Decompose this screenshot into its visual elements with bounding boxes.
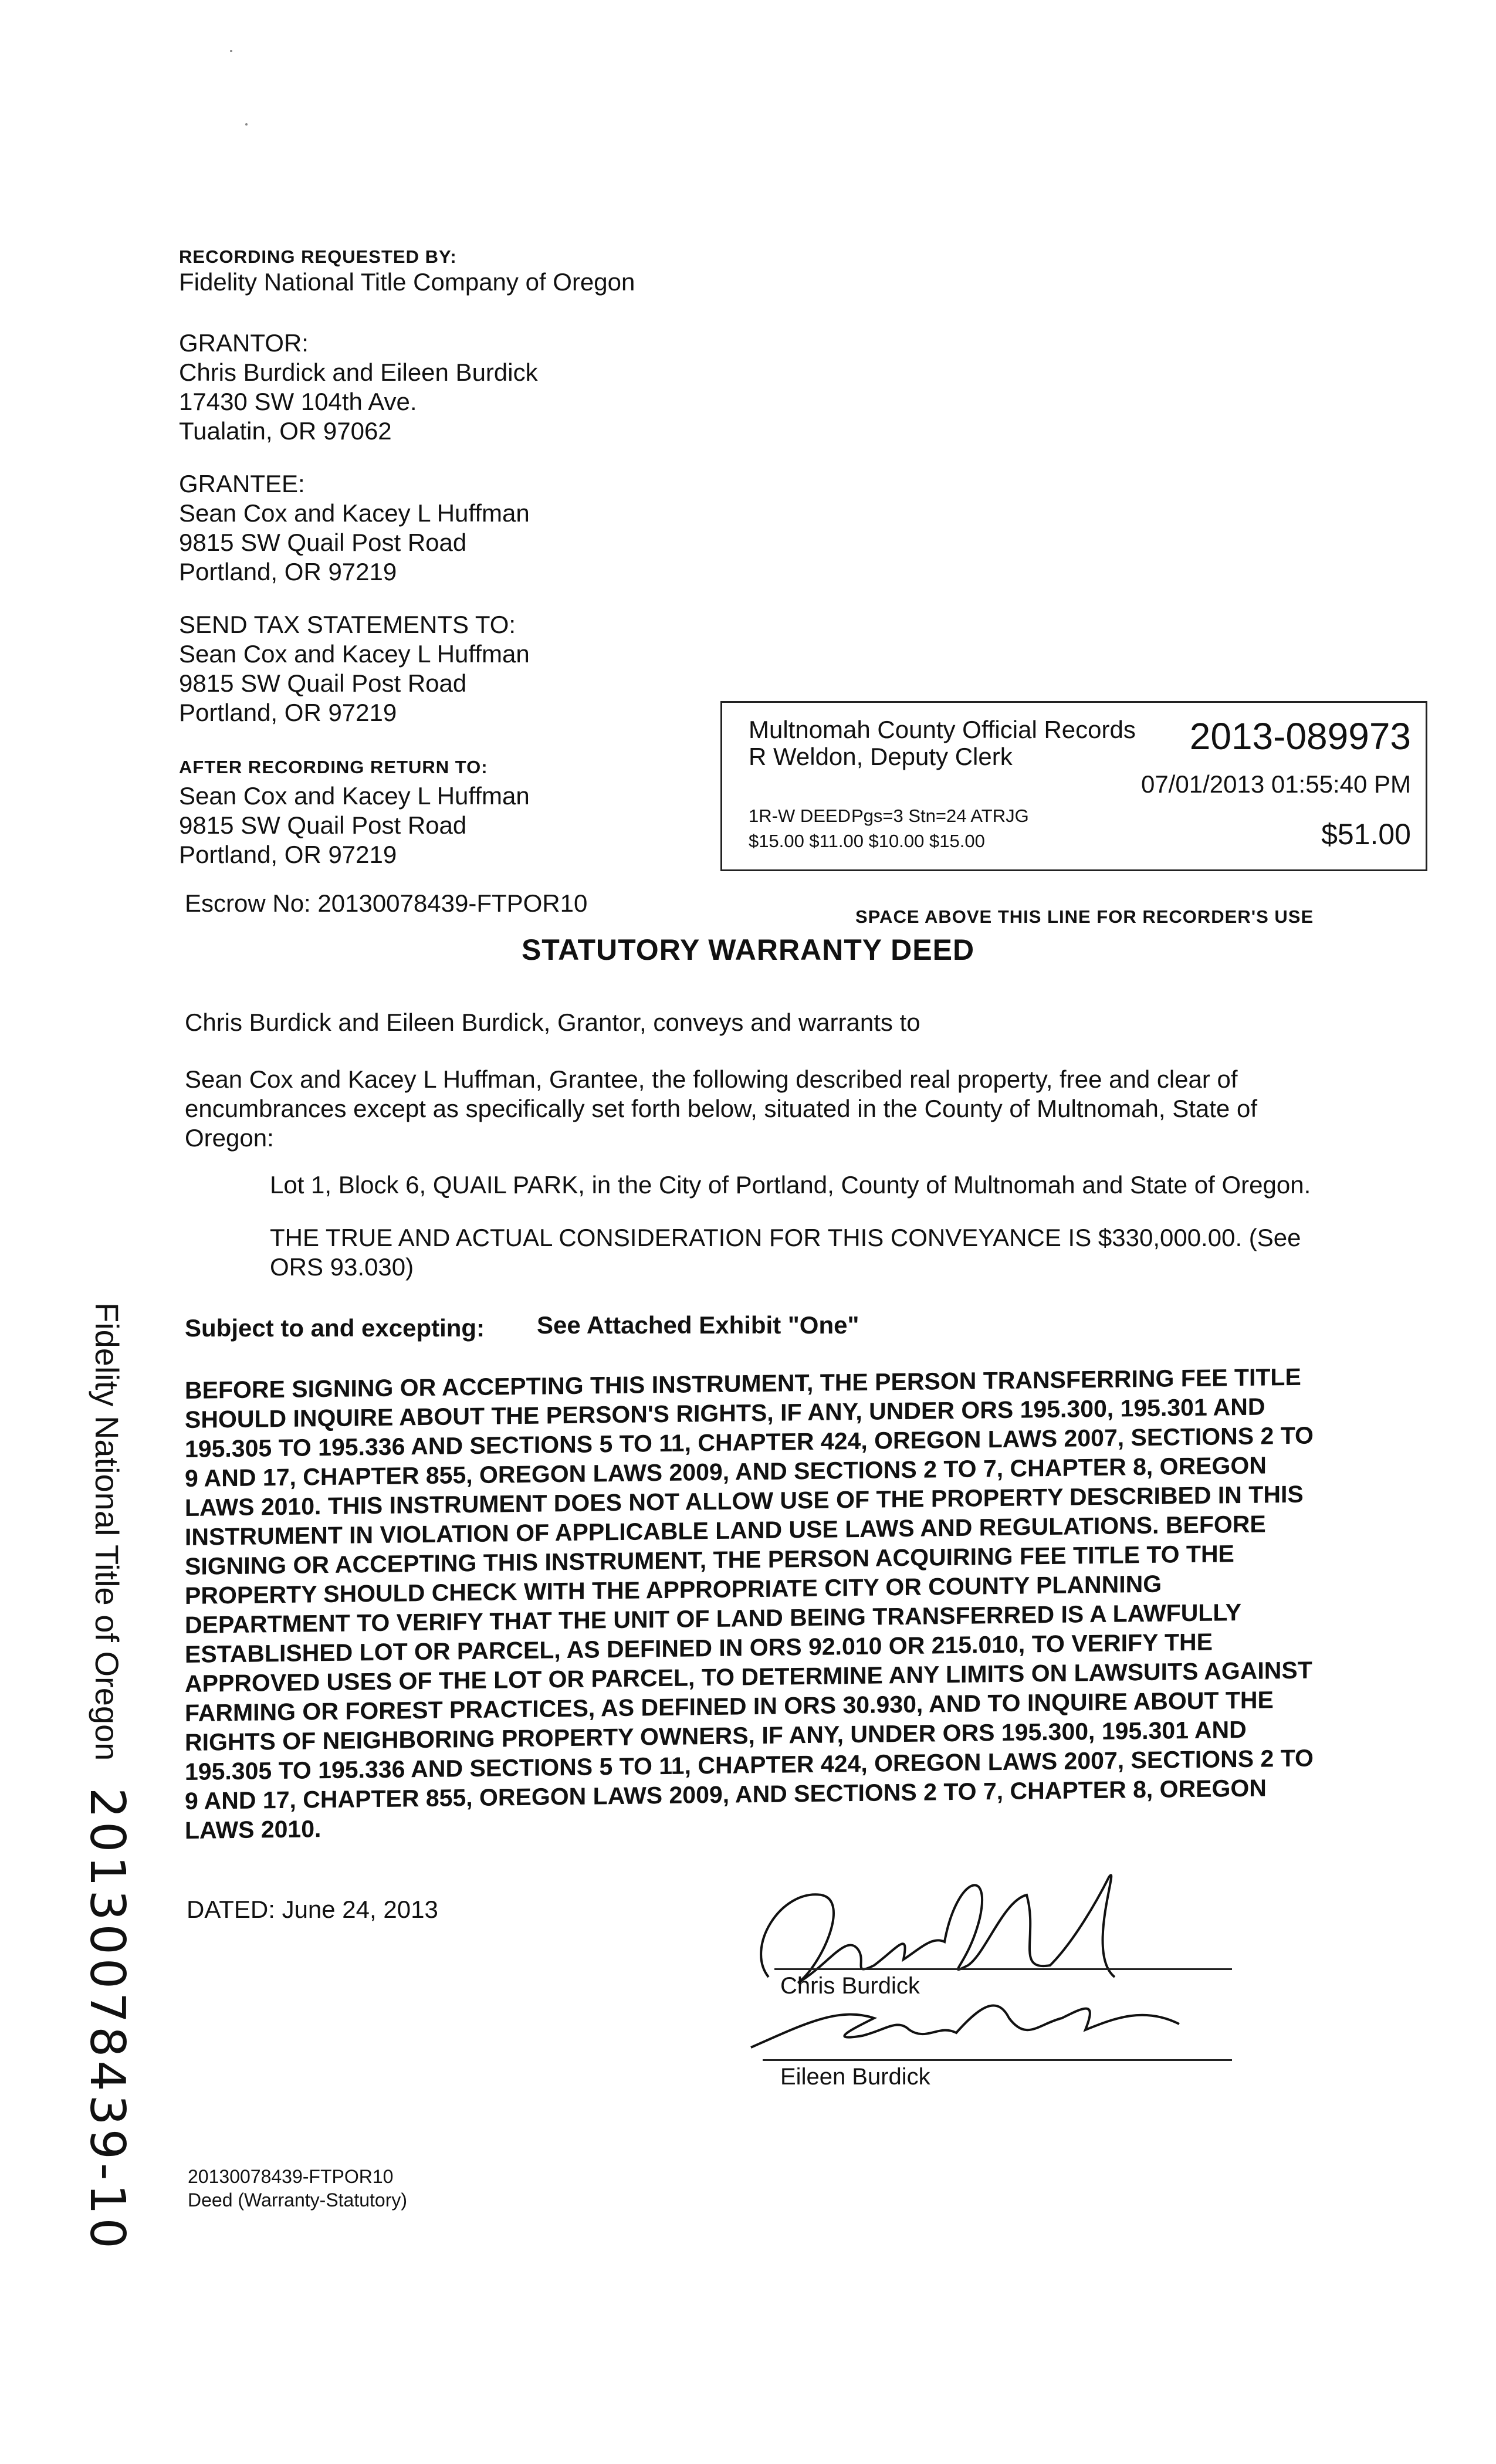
dated-line: DATED: June 24, 2013: [187, 1896, 438, 1923]
signature-line-1: [774, 1968, 1232, 1970]
after-recording-address1: 9815 SW Quail Post Road: [179, 811, 467, 839]
consideration-statement: THE TRUE AND ACTUAL CONSIDERATION FOR THIS CONVEYANCE IS $330,000.00. (See ORS 93.030): [270, 1224, 1301, 1281]
recorder-space-note: SPACE ABOVE THIS LINE FOR RECORDER'S USE: [855, 906, 1314, 927]
grantee-address2: Portland, OR 97219: [179, 558, 397, 585]
grantee-paragraph: Sean Cox and Kacey L Huffman, Grantee, the following described real property, free and clear of encumbrances except as specifically set forth below, situated in the County of Multnomah, State of Oregon:: [185, 1065, 1257, 1152]
signature-chris-burdick: [761, 1875, 1115, 1983]
escrow-number: Escrow No: 20130078439-FTPOR10: [185, 889, 588, 917]
signature-line-2: [763, 2059, 1232, 2061]
stamp-pages: Pgs=3 Stn=24 ATRJG: [851, 805, 1029, 826]
send-tax-label: SEND TAX STATEMENTS TO:: [179, 611, 516, 638]
recorder-stamp: [720, 701, 1427, 871]
grantee-address1: 9815 SW Quail Post Road: [179, 529, 467, 556]
send-tax-address2: Portland, OR 97219: [179, 699, 397, 726]
subject-label: Subject to and excepting:: [185, 1314, 485, 1342]
signer1-name: Chris Burdick: [780, 1973, 920, 1999]
footer: [188, 2165, 407, 2212]
signer2-name: Eileen Burdick: [780, 2064, 930, 2090]
document-title: STATUTORY WARRANTY DEED: [521, 933, 975, 966]
side-stamp: [79, 1302, 135, 2252]
after-recording-address2: Portland, OR 97219: [179, 841, 397, 868]
grantee-name: Sean Cox and Kacey L Huffman: [179, 499, 530, 527]
subject-value: See Attached Exhibit "One": [537, 1311, 859, 1339]
send-tax-section: [179, 610, 530, 727]
stamp-doc-type: 1R-W DEED: [749, 805, 851, 826]
conveys-statement: Chris Burdick and Eileen Burdick, Grantor, conveys and warrants to: [185, 1008, 920, 1036]
grantee-label: GRANTEE:: [179, 470, 305, 497]
legal-description: Lot 1, Block 6, QUAIL PARK, in the City of Portland, County of Multnomah and State of Oregon.: [270, 1171, 1311, 1199]
stamp-office: Multnomah County Official Records: [749, 716, 1136, 743]
grantor-label: GRANTOR:: [179, 329, 309, 357]
footer-doc-type: Deed (Warranty-Statutory): [188, 2189, 408, 2211]
after-recording-section: [179, 757, 530, 869]
stamp-total: $51.00: [1321, 818, 1411, 851]
after-recording-name: Sean Cox and Kacey L Huffman: [179, 782, 530, 810]
side-company: Fidelity National Title of Oregon: [89, 1302, 126, 1761]
recording-requested-name: Fidelity National Title Company of Oregon: [179, 268, 635, 296]
land-use-warning: BEFORE SIGNING OR ACCEPTING THIS INSTRUMENT, THE PERSON TRANSFERRING FEE TITLE SHOULD INQUIRE ABOUT THE PERSON'S RIGHTS, IF ANY, UNDER ORS 195.300, 195.301 AND 195.305 TO 195.336 AND SECTIONS 5 TO 11, CHAPTER 424, OREGON LAWS 2007, SECTIONS 2 TO 9 AND 17, CHAPTER 855, OREGON LAWS 2009, AND SECTIONS 2 TO 7, CHAPTER 8, OREGON LAWS 2010. THIS INSTRUMENT DOES NOT ALLOW USE OF THE PROPERTY DESCRIBED IN THIS INSTRUMENT IN VIOLATION OF APPLICABLE LAND USE LAWS AND REGULATIONS. BEFORE SIGNING OR ACCEPTING THIS INSTRUMENT, THE PERSON ACQUIRING FEE TITLE TO THE PROPERTY SHOULD CHECK WITH THE APPROPRIATE CITY OR COUNTY PLANNING DEPARTMENT TO VERIFY THAT THE UNIT OF LAND BEING TRANSFERRED IS A LAWFULLY ESTABLISHED LOT OR PARCEL, AS DEFINED IN ORS 92.010 OR 215.010, TO VERIFY THE APPROVED USES OF THE LOT OR PARCEL, TO DETERMINE ANY LIMITS ON LAWSUITS AGAINST FARMING OR FOREST PRACTICES, AS DEFINED IN ORS 30.930, AND TO INQUIRE ABOUT THE RIGHTS OF NEIGHBORING PROPERTY OWNERS, IF ANY, UNDER ORS 195.300, 195.301 AND 195.305 TO 195.336 AND SECTIONS 5 TO 11, CHAPTER 424, OREGON LAWS 2007, SECTIONS 2 TO 9 AND 17, CHAPTER 855, OREGON LAWS 2009, AND SECTIONS 2 TO 7, CHAPTER 8, OREGON LAWS 2010.: [185, 1363, 1314, 1844]
stamp-doc-number: 2013-089973: [1189, 715, 1411, 757]
recording-requested-section: [179, 246, 635, 297]
grantor-name: Chris Burdick and Eileen Burdick: [179, 358, 538, 386]
stamp-clerk: R Weldon, Deputy Clerk: [749, 743, 1013, 770]
grantor-address2: Tualatin, OR 97062: [179, 417, 392, 445]
signature-scribbles: [733, 1830, 1261, 2077]
grantor-address1: 17430 SW 104th Ave.: [179, 388, 417, 415]
grantor-section: [179, 329, 538, 446]
after-recording-label: AFTER RECORDING RETURN TO:: [179, 757, 488, 777]
send-tax-address1: 9815 SW Quail Post Road: [179, 669, 467, 697]
scan-speck: [230, 50, 232, 52]
scan-speck: [245, 123, 248, 126]
stamp-fees: $15.00 $11.00 $10.00 $15.00: [749, 831, 985, 851]
recording-requested-label: RECORDING REQUESTED BY:: [179, 246, 457, 267]
send-tax-name: Sean Cox and Kacey L Huffman: [179, 640, 530, 668]
grantee-section: [179, 469, 530, 587]
side-number: 20130078439-10: [79, 1787, 135, 2252]
signature-eileen-burdick: [751, 2005, 1179, 2047]
stamp-datetime: 07/01/2013 01:55:40 PM: [1140, 770, 1411, 798]
footer-code: 20130078439-FTPOR10: [188, 2166, 394, 2187]
